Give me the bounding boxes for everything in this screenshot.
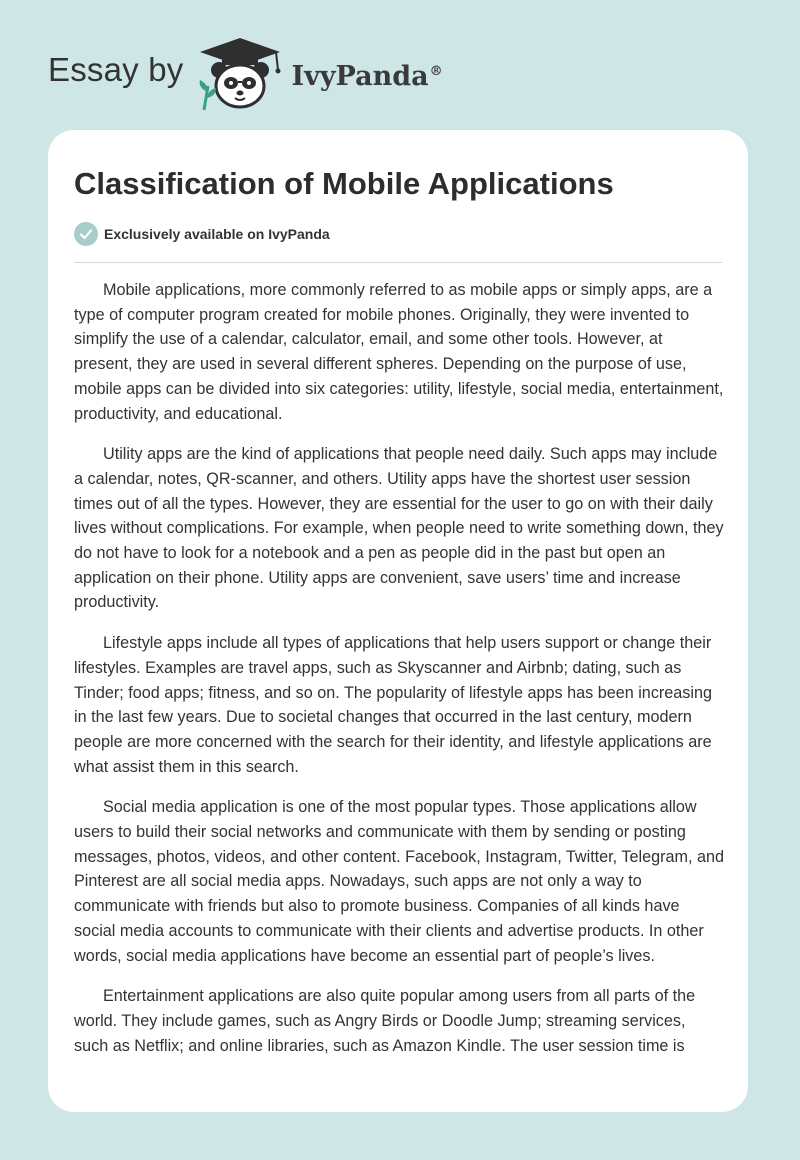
paragraph: Social media application is one of the most popular types. Those applications allow users to build their social networks and communicate with them by sending or posting messages, photos, videos, and other content. Facebook, Instagram, Twitter, Telegram, and Pinterest are all social media apps. Nowadays, such apps are not only a way to communicate with friends but also to promote business. Companies of all kinds have social media accounts to communicate with their clients and advertise products. In other words, social media applications have become an essential part of people’s lives.	[74, 798, 724, 965]
paragraph: Mobile applications, more commonly referred to as mobile apps or simply apps, are a type of computer program created for mobile phones. Originally, they were invented to simplify the use of a calendar, calculator, email, and some other tools. However, at present, they are used in several different spheres. Depending on the purpose of use, mobile apps can be divided into six categories: utility, lifestyle, social media, entertainment, productivity, and educational.	[74, 281, 724, 423]
paragraph: Utility apps are the kind of applications that people need daily. Such apps may include a calendar, notes, QR-scanner, and others. Utility apps have the shortest user session times out of all the types. However, they are essential for the user to go on with their daily lives without complications. For example, when people need to write something down, they do not have to look for a notebook and a pen as people did in the past but open an application on their phone. Utility apps are convenient, save users’ time and increase productivity.	[74, 445, 724, 612]
paragraph: Lifestyle apps include all types of applications that help users support or change their lifestyles. Examples are travel apps, such as Skyscanner and Airbnb; dating, such as Tinder; food apps; fitness, and so on. The popularity of lifestyle apps has been increasing in the last few years. Due to societal changes that occurred in the last century, modern people are more concerned with the search for their identity, and lifestyle applications are what assist them in this search.	[74, 634, 712, 776]
check-circle-icon	[74, 222, 98, 246]
essay-by-label: Essay by	[48, 51, 184, 88]
page-title: Classification of Mobile Applications	[74, 166, 614, 201]
essay-body	[74, 278, 724, 1074]
exclusive-badge	[74, 222, 330, 246]
divider	[74, 262, 722, 263]
site-header	[48, 36, 443, 112]
paragraph: Entertainment applications are also quite popular among users from all parts of the world. They include games, such as Angry Birds or Doodle Jump; streaming services, such as Netflix; and online libraries, such as Amazon Kindle. The user session time is	[74, 987, 696, 1055]
brand-name[interactable]: IvyPanda®	[291, 60, 443, 92]
panda-graduate-icon[interactable]	[194, 36, 286, 112]
essay-card	[48, 130, 748, 1112]
exclusive-badge-label: Exclusively available on IvyPanda	[104, 226, 330, 242]
trademark-symbol: ®	[429, 63, 443, 79]
